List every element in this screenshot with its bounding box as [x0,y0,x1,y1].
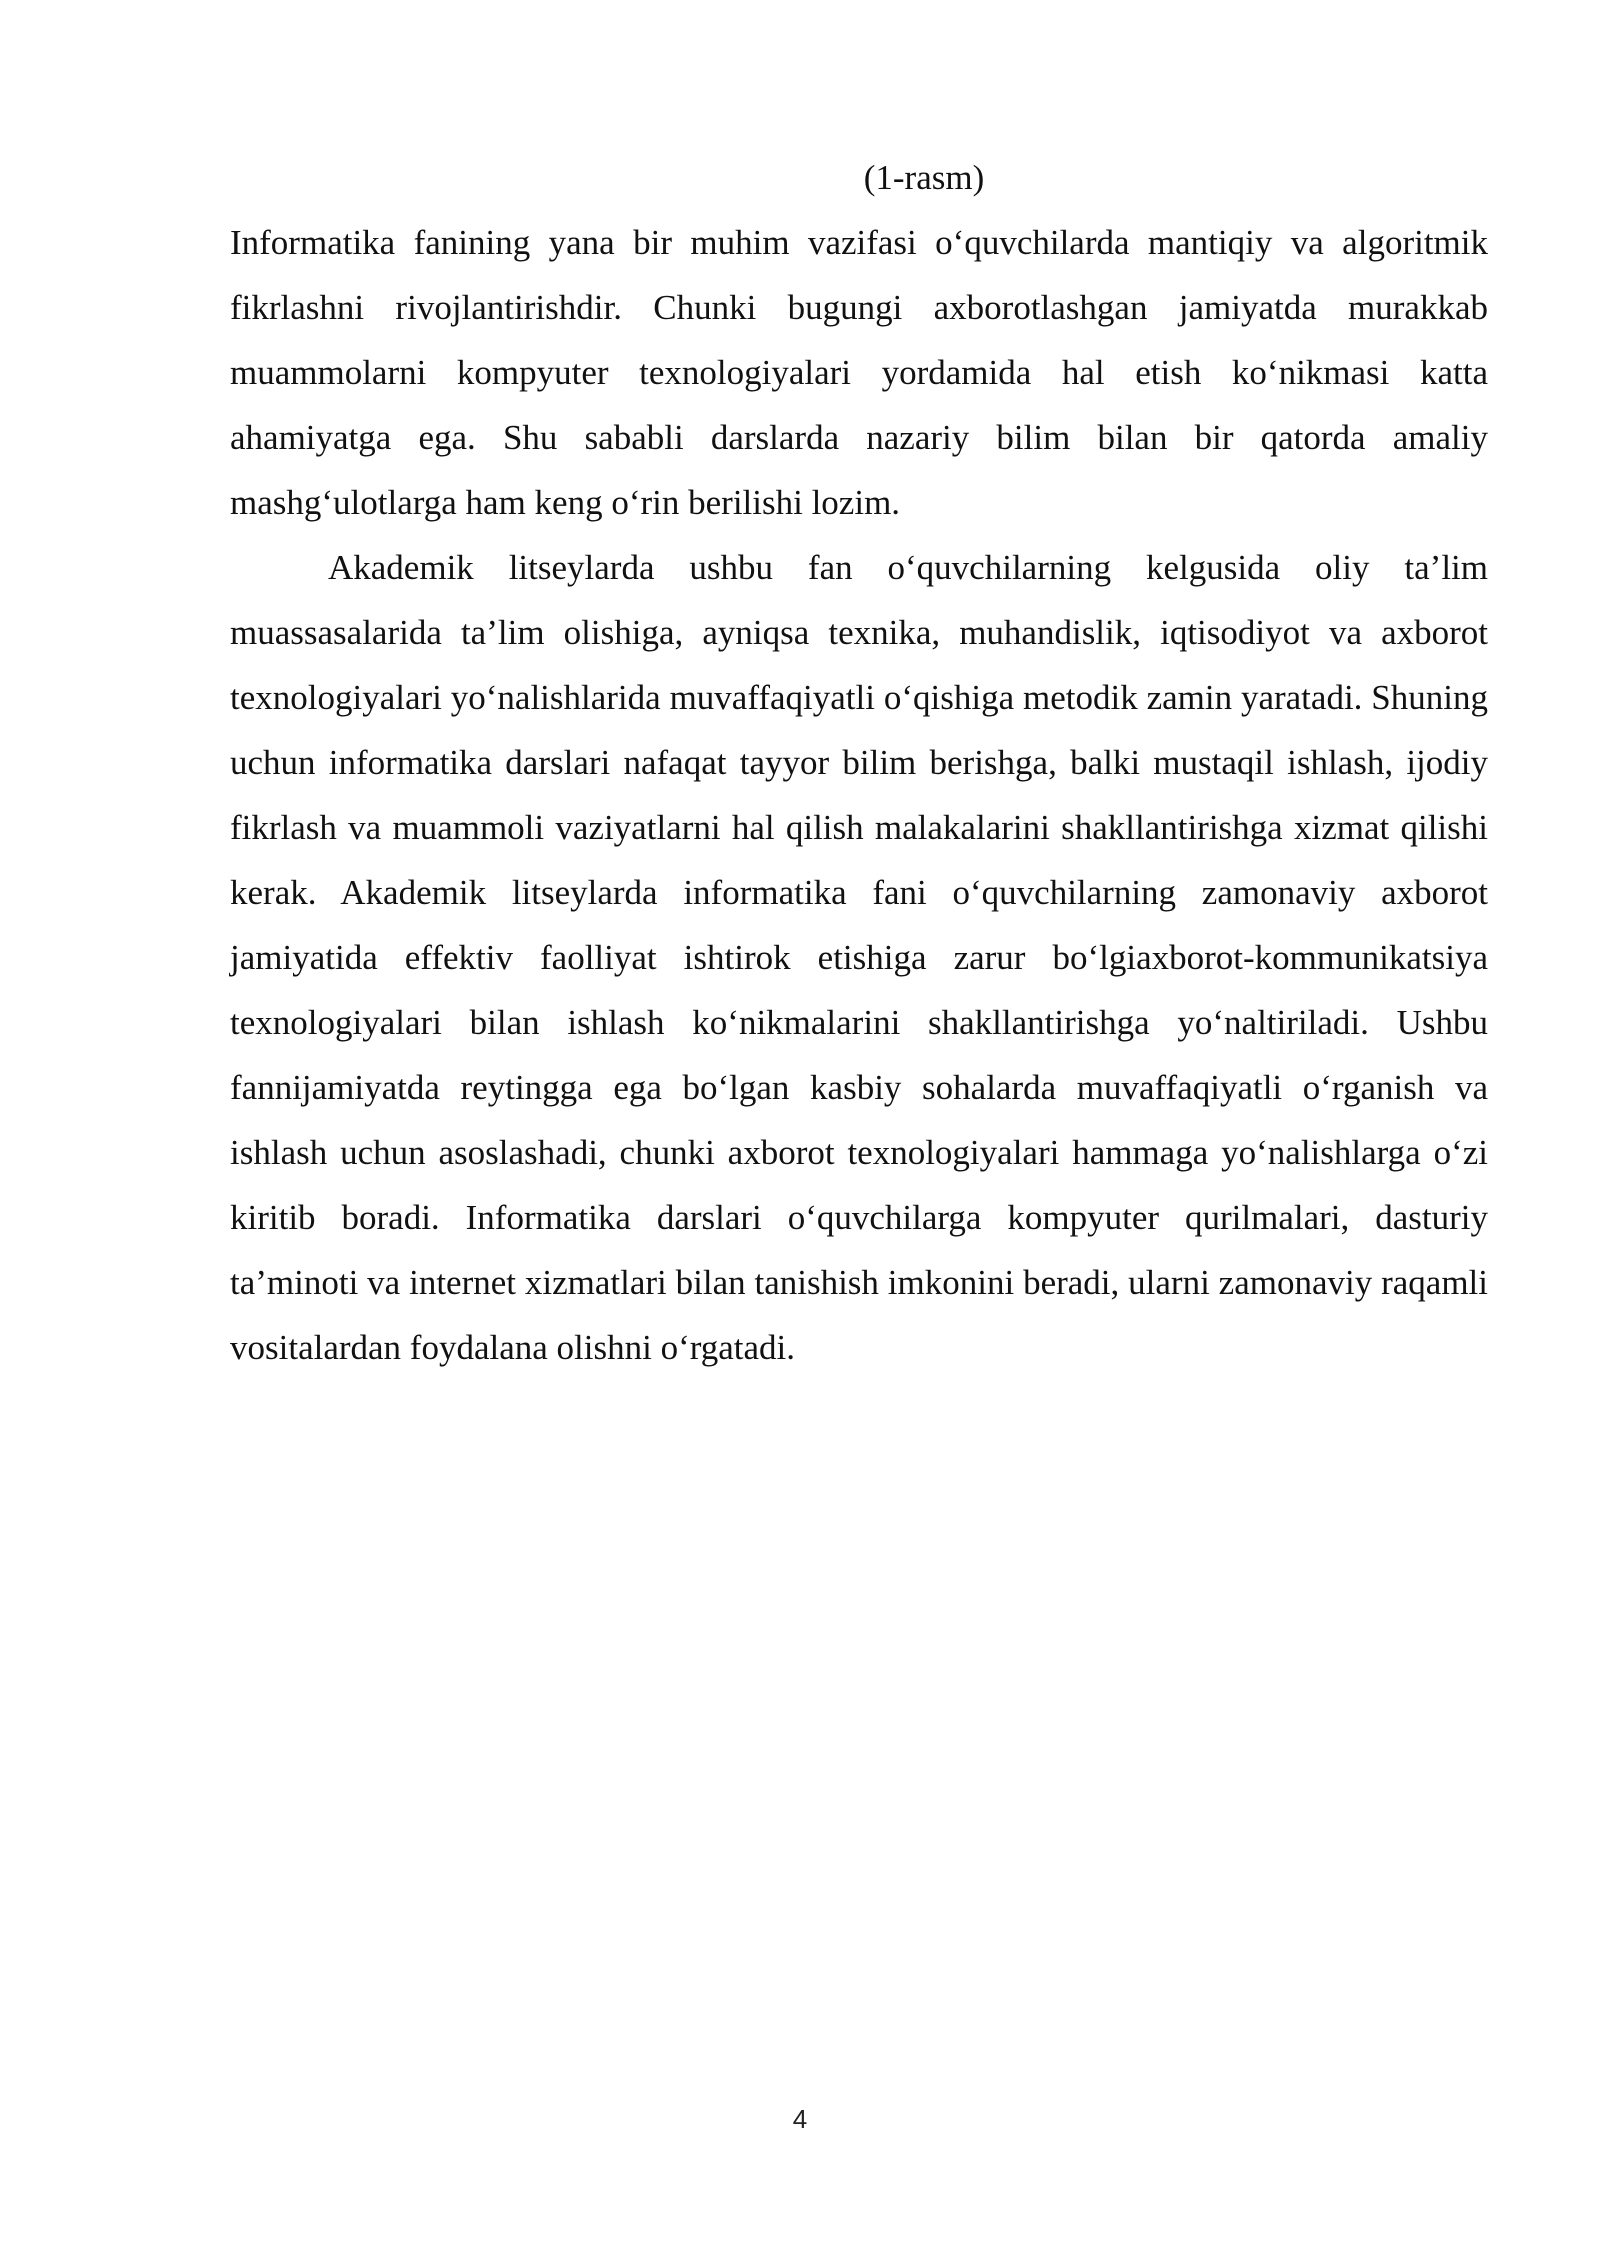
page-number: 4 [792,2104,808,2134]
paragraph-2: Akademik litseylarda ushbu fan o‘quvchilarning kelgusida oliy ta’lim muassasalarida ta’lim olishiga, ayniqsa texnika, muhandislik, iqtisodiyot va axborot texnologiyalari yo‘nalishlarida muvaffaqiyatli o‘qishiga metodik zamin yaratadi. Shuning uchun informatika darslari nafaqat tayyor bilim berishga, balki mustaqil ishlash, ijodiy fikrlash va muammoli vaziyatlarni hal qilish malakalarini shakllantirishga xizmat qilishi kerak. Akademik litseylarda informatika fani o‘quvchilarning zamonaviy axborot jamiyatida effektiv faolliyat ishtirok etishiga zarur bo‘lgiaxborot-kommunikatsiya texnologiyalari bilan ishlash ko‘nikmalarini shakllantirishga yo‘naltiriladi. Ushbu fannijamiyatda reytingga ega bo‘lgan kasbiy sohalarda muvaffaqiyatli o‘rganish va ishlash uchun asoslashadi, chunki axborot texnologiyalari hammaga yo‘nalishlarga o‘zi kiritib boradi. Informatika darslari o‘quvchilarga kompyuter qurilmalari, dasturiy ta’minoti va internet xizmatlari bilan tanishish imkonini beradi, ularni zamonaviy raqamli vositalardan foydalana olishni o‘rgatadi. [230,548,1488,1367]
figure-caption: (1-rasm) [863,158,985,197]
page-body [230,145,1488,1380]
paragraph-1: Informatika fanining yana bir muhim vazifasi o‘quvchilarda mantiqiy va algoritmik fikrlashni rivojlantirishdir. Chunki bugungi axborotlashgan jamiyatda murakkab muammolarni kompyuter texnologiyalari yordamida hal etish ko‘nikmasi katta ahamiyatga ega. Shu sababli darslarda nazariy bilim bilan bir qatorda amaliy mashg‘ulotlarga ham keng o‘rin berilishi lozim. [230,223,1488,522]
